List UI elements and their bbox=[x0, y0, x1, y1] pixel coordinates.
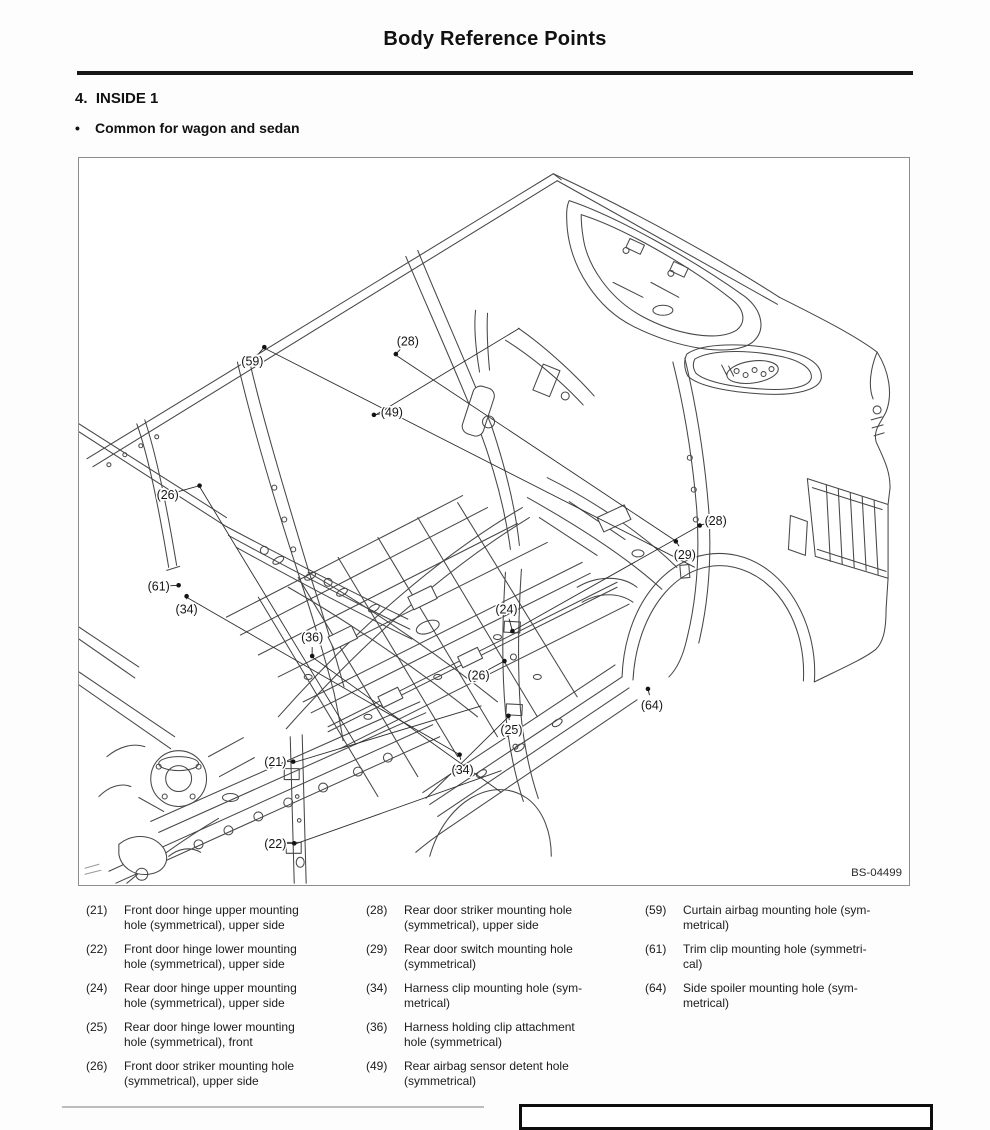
svg-text:(26): (26) bbox=[157, 488, 179, 502]
legend-item-number: (59) bbox=[645, 903, 675, 933]
callout-49 bbox=[372, 405, 403, 419]
legend-item-text: Rear door hinge lower mounting hole (symmetrical), front bbox=[116, 1020, 342, 1050]
legend-item-26 bbox=[86, 1059, 366, 1089]
bullet-note bbox=[75, 120, 300, 136]
legend-item-64 bbox=[645, 981, 930, 1011]
legend-column-2 bbox=[366, 903, 645, 1098]
legend-item-24 bbox=[86, 981, 366, 1011]
legend-item-34 bbox=[366, 981, 645, 1011]
svg-text:(26): (26) bbox=[467, 668, 489, 682]
legend-item-text: Front door striker mounting hole (symmetrical), upper side bbox=[116, 1059, 342, 1089]
legend-item-text: Rear door hinge upper mounting hole (symmetrical), upper side bbox=[116, 981, 342, 1011]
svg-text:(21): (21) bbox=[264, 755, 286, 769]
legend bbox=[86, 903, 936, 1098]
legend-item-22 bbox=[86, 942, 366, 972]
svg-text:(22): (22) bbox=[264, 837, 286, 851]
legend-item-text: Harness holding clip attachment hole (symmetrical) bbox=[396, 1020, 622, 1050]
legend-item-text: Harness clip mounting hole (sym- metrical) bbox=[396, 981, 622, 1011]
legend-item-text: Front door hinge upper mounting hole (symmetrical), upper side bbox=[116, 903, 342, 933]
legend-item-number: (49) bbox=[366, 1059, 396, 1089]
callout-61 bbox=[148, 580, 181, 594]
body-wireframe-diagram bbox=[79, 158, 908, 884]
legend-item-text: Front door hinge lower mounting hole (symmetrical), upper side bbox=[116, 942, 342, 972]
legend-item-number: (22) bbox=[86, 942, 116, 972]
legend-item-number: (24) bbox=[86, 981, 116, 1011]
legend-column-3 bbox=[645, 903, 930, 1098]
svg-text:(28): (28) bbox=[397, 335, 419, 349]
legend-item-number: (29) bbox=[366, 942, 396, 972]
legend-item-text: Side spoiler mounting hole (sym- metrical) bbox=[675, 981, 901, 1011]
svg-text:(36): (36) bbox=[301, 631, 323, 645]
callout-34r bbox=[452, 752, 474, 777]
bullet-text: Common for wagon and sedan bbox=[95, 120, 300, 136]
svg-text:(59): (59) bbox=[241, 355, 263, 369]
footer-rule bbox=[62, 1106, 484, 1108]
legend-item-29 bbox=[366, 942, 645, 972]
callout-28t bbox=[394, 335, 419, 357]
legend-item-61 bbox=[645, 942, 930, 972]
footer-box-cutoff bbox=[519, 1104, 933, 1130]
callout-24 bbox=[495, 603, 517, 634]
legend-item-36 bbox=[366, 1020, 645, 1050]
page-title: Body Reference Points bbox=[0, 28, 990, 51]
legend-item-text: Rear door switch mounting hole (symmetrical) bbox=[396, 942, 622, 972]
legend-item-number: (61) bbox=[645, 942, 675, 972]
legend-item-text: Trim clip mounting hole (symmetri- cal) bbox=[675, 942, 901, 972]
legend-item-number: (25) bbox=[86, 1020, 116, 1050]
callout-25 bbox=[500, 714, 522, 738]
legend-item-number: (26) bbox=[86, 1059, 116, 1089]
callout-layer bbox=[148, 335, 727, 851]
legend-item-49 bbox=[366, 1059, 645, 1089]
callout-36 bbox=[301, 631, 323, 659]
legend-item-21 bbox=[86, 903, 366, 933]
legend-item-text: Rear door striker mounting hole (symmetrical), upper side bbox=[396, 903, 622, 933]
callout-34l bbox=[176, 594, 198, 617]
svg-text:(28): (28) bbox=[705, 514, 727, 528]
svg-text:(29): (29) bbox=[674, 548, 696, 562]
legend-item-number: (28) bbox=[366, 903, 396, 933]
legend-item-number: (64) bbox=[645, 981, 675, 1011]
legend-column-1 bbox=[86, 903, 366, 1098]
legend-item-text: Rear airbag sensor detent hole (symmetrical) bbox=[396, 1059, 622, 1089]
callout-29 bbox=[674, 539, 696, 562]
svg-text:(61): (61) bbox=[148, 580, 170, 594]
title-rule bbox=[77, 71, 913, 75]
svg-text:(34): (34) bbox=[176, 603, 198, 617]
body-diagram-frame bbox=[78, 157, 910, 886]
svg-text:(64): (64) bbox=[641, 698, 663, 712]
svg-text:(49): (49) bbox=[381, 405, 403, 419]
bullet-icon: • bbox=[75, 120, 95, 136]
legend-item-59 bbox=[645, 903, 930, 933]
legend-item-number: (21) bbox=[86, 903, 116, 933]
svg-text:(34): (34) bbox=[452, 763, 474, 777]
callout-22 bbox=[264, 837, 296, 851]
legend-item-text: Curtain airbag mounting hole (sym- metrical) bbox=[675, 903, 901, 933]
callout-28r bbox=[697, 514, 726, 528]
legend-item-25 bbox=[86, 1020, 366, 1050]
legend-item-number: (34) bbox=[366, 981, 396, 1011]
svg-text:(24): (24) bbox=[495, 603, 517, 617]
legend-item-number: (36) bbox=[366, 1020, 396, 1050]
section-title: 4. INSIDE 1 bbox=[75, 90, 158, 107]
svg-text:(25): (25) bbox=[500, 723, 522, 737]
callout-59 bbox=[241, 345, 266, 369]
legend-item-28 bbox=[366, 903, 645, 933]
callout-64 bbox=[641, 687, 663, 713]
figure-code: BS-04499 bbox=[851, 867, 902, 879]
